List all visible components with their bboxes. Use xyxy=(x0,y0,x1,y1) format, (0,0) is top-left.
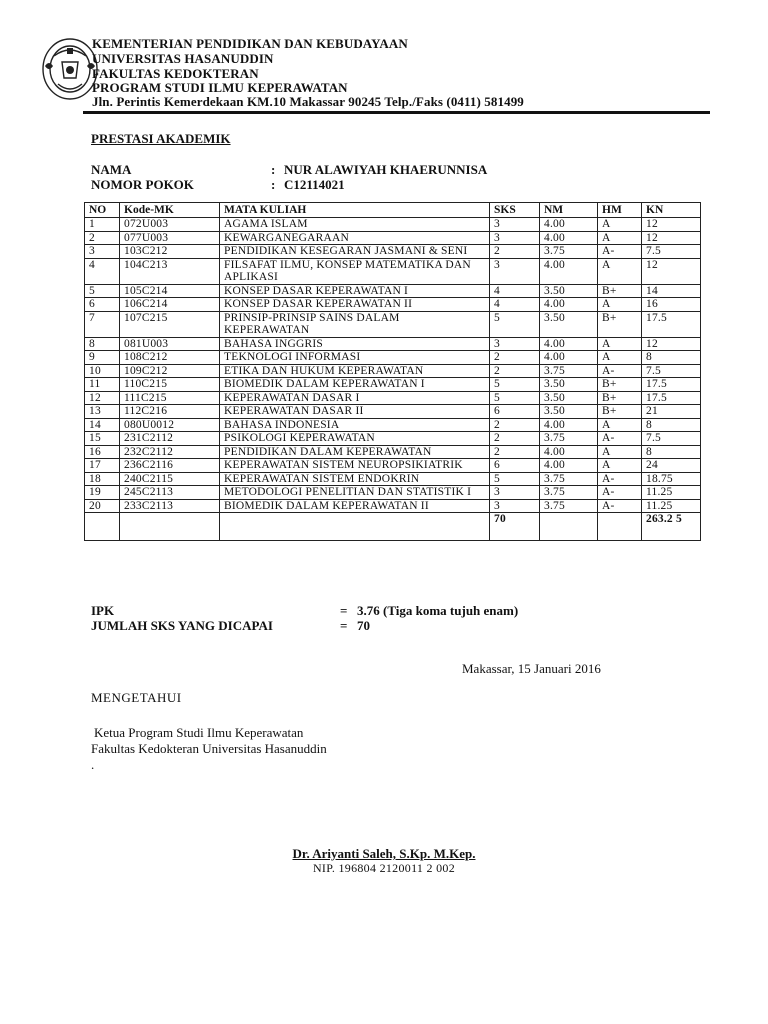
column-header: SKS xyxy=(490,203,540,218)
nm-cell: 3.75 xyxy=(540,432,598,446)
row-number-cell: 9 xyxy=(85,351,120,365)
column-header: HM xyxy=(598,203,642,218)
nm-cell: 4.00 xyxy=(540,231,598,245)
kn-cell: 18.75 xyxy=(642,472,701,486)
table-row xyxy=(85,284,701,298)
sks-cell: 2 xyxy=(490,418,540,432)
table-row xyxy=(85,245,701,259)
course-code-cell: 111C215 xyxy=(120,391,220,405)
total-sks: 70 xyxy=(490,513,540,541)
total-sks-label: JUMLAH SKS YANG DICAPAI xyxy=(91,618,273,633)
course-code-cell: 232C2112 xyxy=(120,445,220,459)
course-code-cell: 107C215 xyxy=(120,311,220,337)
course-name-cell: KEWARGANEGARAAN xyxy=(220,231,490,245)
course-name-cell: BIOMEDIK DALAM KEPERAWATAN I xyxy=(220,378,490,392)
hm-cell: A- xyxy=(598,432,642,446)
course-name-cell: PSIKOLOGI KEPERAWATAN xyxy=(220,432,490,446)
course-name-cell: PENDIDIKAN DALAM KEPERAWATAN xyxy=(220,445,490,459)
hm-cell: B+ xyxy=(598,391,642,405)
hm-cell: B+ xyxy=(598,405,642,419)
nm-cell: 4.00 xyxy=(540,218,598,232)
row-number-cell: 5 xyxy=(85,284,120,298)
sks-cell: 6 xyxy=(490,459,540,473)
nm-cell: 3.75 xyxy=(540,472,598,486)
hm-cell: A- xyxy=(598,472,642,486)
kn-cell: 7.5 xyxy=(642,432,701,446)
kn-cell: 21 xyxy=(642,405,701,419)
hm-cell: B+ xyxy=(598,284,642,298)
row-number-cell: 15 xyxy=(85,432,120,446)
hm-cell: A xyxy=(598,445,642,459)
table-row xyxy=(85,459,701,473)
row-number-cell: 4 xyxy=(85,258,120,284)
row-number-cell: 18 xyxy=(85,472,120,486)
course-name-cell: KEPERAWATAN SISTEM NEUROPSIKIATRIK xyxy=(220,459,490,473)
hm-cell: A- xyxy=(598,499,642,513)
kn-cell: 11.25 xyxy=(642,499,701,513)
kn-cell: 12 xyxy=(642,231,701,245)
row-number-cell: 14 xyxy=(85,418,120,432)
sks-cell: 3 xyxy=(490,231,540,245)
sks-cell: 5 xyxy=(490,378,540,392)
kn-cell: 17.5 xyxy=(642,311,701,337)
name-colon: : xyxy=(271,162,276,177)
nm-cell: 3.50 xyxy=(540,391,598,405)
place-date: Makassar, 15 Januari 2016 xyxy=(462,661,601,676)
course-code-cell: 103C212 xyxy=(120,245,220,259)
kn-cell: 16 xyxy=(642,298,701,312)
hm-cell: A xyxy=(598,258,642,284)
course-code-cell: 106C214 xyxy=(120,298,220,312)
row-number-cell: 2 xyxy=(85,231,120,245)
signer-name: Dr. Ariyanti Saleh, S.Kp. M.Kep. xyxy=(292,846,476,861)
sks-cell: 3 xyxy=(490,258,540,284)
column-header: MATA KULIAH xyxy=(220,203,490,218)
table-row xyxy=(85,405,701,419)
hm-cell: B+ xyxy=(598,378,642,392)
table-row xyxy=(85,499,701,513)
program-name: PROGRAM STUDI ILMU KEPERAWATAN xyxy=(92,80,348,95)
table-row xyxy=(85,351,701,365)
student-id-value: C12114021 xyxy=(284,177,345,192)
signer-nip: NIP. 196804 2120011 2 002 xyxy=(312,861,456,875)
sks-cell: 4 xyxy=(490,298,540,312)
university-seal-icon xyxy=(40,36,100,102)
kn-cell: 24 xyxy=(642,459,701,473)
nm-cell: 3.75 xyxy=(540,486,598,500)
table-row xyxy=(85,231,701,245)
total-row xyxy=(85,513,701,541)
course-name-cell: ETIKA DAN HUKUM KEPERAWATAN xyxy=(220,364,490,378)
course-code-cell: 108C212 xyxy=(120,351,220,365)
sks-cell: 2 xyxy=(490,432,540,446)
hm-cell: A xyxy=(598,218,642,232)
course-code-cell: 080U0012 xyxy=(120,418,220,432)
sks-cell: 2 xyxy=(490,351,540,365)
kn-cell: 8 xyxy=(642,445,701,459)
ministry-name: KEMENTERIAN PENDIDIKAN DAN KEBUDAYAAN xyxy=(92,36,408,51)
grades-table xyxy=(84,202,701,541)
table-row xyxy=(85,472,701,486)
hm-cell: A xyxy=(598,337,642,351)
course-name-cell: AGAMA ISLAM xyxy=(220,218,490,232)
course-name-cell: BAHASA INGGRIS xyxy=(220,337,490,351)
kn-cell: 12 xyxy=(642,258,701,284)
nm-cell: 3.50 xyxy=(540,405,598,419)
table-row xyxy=(85,445,701,459)
course-code-cell: 072U003 xyxy=(120,218,220,232)
course-code-cell: 233C2113 xyxy=(120,499,220,513)
course-code-cell: 236C2116 xyxy=(120,459,220,473)
course-name-cell: KEPERAWATAN DASAR I xyxy=(220,391,490,405)
total-cell xyxy=(598,513,642,541)
kn-cell: 8 xyxy=(642,351,701,365)
kn-cell: 8 xyxy=(642,418,701,432)
total-kn: 263.2 5 xyxy=(642,513,701,541)
sks-cell: 3 xyxy=(490,218,540,232)
row-number-cell: 16 xyxy=(85,445,120,459)
hm-cell: A xyxy=(598,231,642,245)
table-row xyxy=(85,378,701,392)
kn-cell: 7.5 xyxy=(642,364,701,378)
nm-cell: 4.00 xyxy=(540,258,598,284)
table-row xyxy=(85,258,701,284)
course-code-cell: 112C216 xyxy=(120,405,220,419)
name-label: NAMA xyxy=(91,162,132,177)
column-header: Kode-MK xyxy=(120,203,220,218)
total-cell xyxy=(220,513,490,541)
table-header-row xyxy=(85,203,701,218)
row-number-cell: 20 xyxy=(85,499,120,513)
student-id-label: NOMOR POKOK xyxy=(91,177,194,192)
row-number-cell: 11 xyxy=(85,378,120,392)
row-number-cell: 10 xyxy=(85,364,120,378)
column-header: NO xyxy=(85,203,120,218)
course-name-cell: BIOMEDIK DALAM KEPERAWATAN II xyxy=(220,499,490,513)
course-code-cell: 081U003 xyxy=(120,337,220,351)
acknowledgement-label: MENGETAHUI xyxy=(91,690,182,705)
sks-cell: 6 xyxy=(490,405,540,419)
course-code-cell: 240C2115 xyxy=(120,472,220,486)
sks-cell: 3 xyxy=(490,337,540,351)
row-number-cell: 6 xyxy=(85,298,120,312)
table-row xyxy=(85,391,701,405)
hm-cell: A xyxy=(598,459,642,473)
student-id-colon: : xyxy=(271,177,276,192)
university-name: UNIVERSITAS HASANUDDIN xyxy=(92,51,274,66)
course-name-cell: KEPERAWATAN DASAR II xyxy=(220,405,490,419)
hm-cell: A xyxy=(598,351,642,365)
course-name-cell: FILSAFAT ILMU, KONSEP MATEMATIKA DAN APLIKASI xyxy=(220,258,490,284)
course-name-cell: PRINSIP-PRINSIP SAINS DALAM KEPERAWATAN xyxy=(220,311,490,337)
ipk-equals: = xyxy=(340,603,348,618)
table-row xyxy=(85,364,701,378)
nm-cell: 3.75 xyxy=(540,364,598,378)
nm-cell: 4.00 xyxy=(540,337,598,351)
column-header: NM xyxy=(540,203,598,218)
document-title: PRESTASI AKADEMIK xyxy=(91,131,231,146)
total-sks-equals: = xyxy=(340,618,348,633)
table-row xyxy=(85,311,701,337)
row-number-cell: 1 xyxy=(85,218,120,232)
course-name-cell: KEPERAWATAN SISTEM ENDOKRIN xyxy=(220,472,490,486)
nm-cell: 3.50 xyxy=(540,284,598,298)
header-divider xyxy=(83,111,710,114)
kn-cell: 7.5 xyxy=(642,245,701,259)
kn-cell: 17.5 xyxy=(642,378,701,392)
stray-dot: . xyxy=(91,757,95,772)
nm-cell: 4.00 xyxy=(540,459,598,473)
nm-cell: 4.00 xyxy=(540,445,598,459)
nm-cell: 4.00 xyxy=(540,351,598,365)
course-code-cell: 231C2112 xyxy=(120,432,220,446)
nm-cell: 4.00 xyxy=(540,418,598,432)
course-code-cell: 077U003 xyxy=(120,231,220,245)
faculty-name: FAKULTAS KEDOKTERAN xyxy=(92,66,259,81)
course-name-cell: METODOLOGI PENELITIAN DAN STATISTIK I xyxy=(220,486,490,500)
hm-cell: A- xyxy=(598,364,642,378)
course-name-cell: KONSEP DASAR KEPERAWATAN I xyxy=(220,284,490,298)
kn-cell: 14 xyxy=(642,284,701,298)
course-name-cell: TEKNOLOGI INFORMASI xyxy=(220,351,490,365)
sks-cell: 4 xyxy=(490,284,540,298)
row-number-cell: 17 xyxy=(85,459,120,473)
kn-cell: 11.25 xyxy=(642,486,701,500)
course-name-cell: BAHASA INDONESIA xyxy=(220,418,490,432)
sks-cell: 2 xyxy=(490,445,540,459)
signer-position: Ketua Program Studi Ilmu Keperawatan xyxy=(94,725,304,740)
kn-cell: 12 xyxy=(642,218,701,232)
ipk-value: 3.76 (Tiga koma tujuh enam) xyxy=(357,603,519,618)
sks-cell: 3 xyxy=(490,499,540,513)
table-row xyxy=(85,486,701,500)
nm-cell: 3.50 xyxy=(540,378,598,392)
table-row xyxy=(85,218,701,232)
kn-cell: 17.5 xyxy=(642,391,701,405)
ipk-label: IPK xyxy=(91,603,115,618)
course-code-cell: 110C215 xyxy=(120,378,220,392)
course-code-cell: 105C214 xyxy=(120,284,220,298)
course-name-cell: KONSEP DASAR KEPERAWATAN II xyxy=(220,298,490,312)
kn-cell: 12 xyxy=(642,337,701,351)
total-sks-value: 70 xyxy=(357,618,370,633)
address-line: Jln. Perintis Kemerdekaan KM.10 Makassar 90245 Telp./Faks (0411) 581499 xyxy=(92,94,524,109)
nm-cell: 3.75 xyxy=(540,499,598,513)
hm-cell: A- xyxy=(598,245,642,259)
sks-cell: 5 xyxy=(490,311,540,337)
sks-cell: 3 xyxy=(490,486,540,500)
nm-cell: 3.50 xyxy=(540,311,598,337)
course-name-cell: PENDIDIKAN KESEGARAN JASMANI & SENI xyxy=(220,245,490,259)
row-number-cell: 19 xyxy=(85,486,120,500)
hm-cell: A xyxy=(598,418,642,432)
total-cell xyxy=(85,513,120,541)
table-row xyxy=(85,337,701,351)
hm-cell: A xyxy=(598,298,642,312)
nm-cell: 4.00 xyxy=(540,298,598,312)
table-row xyxy=(85,418,701,432)
sks-cell: 5 xyxy=(490,472,540,486)
sks-cell: 2 xyxy=(490,364,540,378)
row-number-cell: 8 xyxy=(85,337,120,351)
total-cell xyxy=(120,513,220,541)
nm-cell: 3.75 xyxy=(540,245,598,259)
row-number-cell: 12 xyxy=(85,391,120,405)
course-code-cell: 104C213 xyxy=(120,258,220,284)
column-header: KN xyxy=(642,203,701,218)
hm-cell: A- xyxy=(598,486,642,500)
total-cell xyxy=(540,513,598,541)
row-number-cell: 13 xyxy=(85,405,120,419)
course-code-cell: 245C2113 xyxy=(120,486,220,500)
row-number-cell: 3 xyxy=(85,245,120,259)
hm-cell: B+ xyxy=(598,311,642,337)
sks-cell: 5 xyxy=(490,391,540,405)
table-row xyxy=(85,298,701,312)
signer-institution: Fakultas Kedokteran Universitas Hasanuddin xyxy=(91,741,327,756)
row-number-cell: 7 xyxy=(85,311,120,337)
name-value: NUR ALAWIYAH KHAERUNNISA xyxy=(284,162,488,177)
course-code-cell: 109C212 xyxy=(120,364,220,378)
sks-cell: 2 xyxy=(490,245,540,259)
table-row xyxy=(85,432,701,446)
